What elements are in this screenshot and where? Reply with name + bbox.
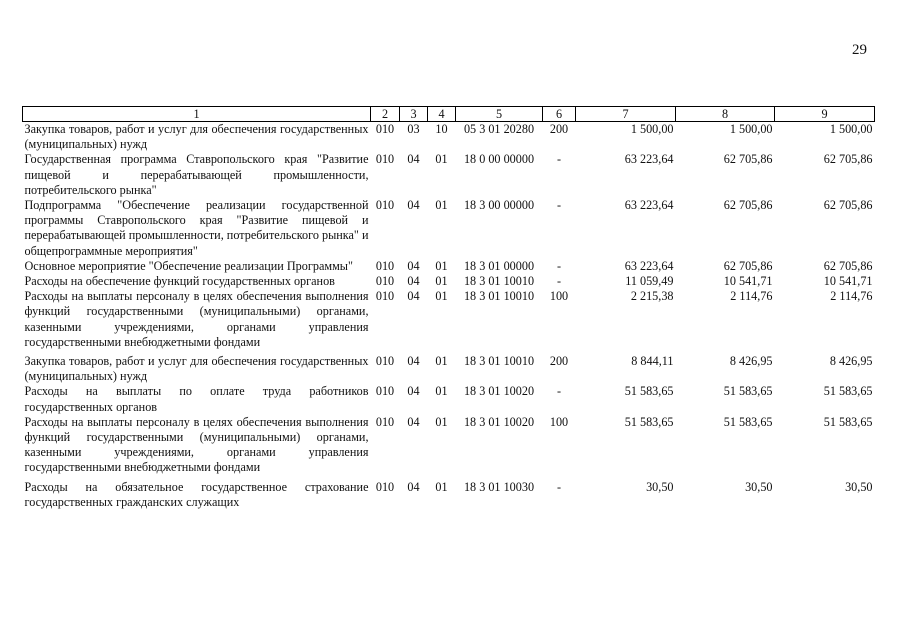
table-row [23, 152, 875, 198]
ministry-code: 010 [375, 198, 395, 213]
section-code: 04 [407, 354, 420, 369]
amount-col-8: 62 705,86 [723, 152, 773, 167]
page-number: 29 [852, 42, 867, 58]
table-row [23, 384, 875, 414]
target-article-code: 18 3 01 10030 [463, 479, 535, 494]
header-cell: 3 [400, 107, 428, 122]
target-article-code: 18 0 00 00000 [463, 152, 535, 167]
table-row [23, 480, 875, 510]
section-code: 04 [407, 414, 420, 429]
table-row [23, 274, 875, 289]
header-cell: 5 [456, 107, 543, 122]
amount-col-9: 30,50 [845, 479, 873, 494]
amount-col-9: 1 500,00 [829, 122, 873, 136]
target-article-code: 05 3 01 20280 [463, 122, 535, 136]
expense-name: Расходы на выплаты по оплате труда работников государственных органов [24, 384, 369, 414]
subsection-code: 01 [435, 258, 448, 273]
expense-name: Расходы на выплаты персоналу в целях обеспечения выполнения функций государственными (муниципальными) органами, казенными учреждениями, органами управления государственными внебюджетными фондами [24, 289, 369, 349]
amount-col-8: 62 705,86 [723, 198, 773, 213]
expense-type-code: 100 [549, 289, 569, 304]
subsection-code: 01 [435, 274, 448, 289]
amount-col-8: 2 114,76 [730, 289, 773, 304]
section-code: 04 [407, 274, 420, 289]
ministry-code: 010 [375, 384, 395, 399]
header-cell: 4 [428, 107, 456, 122]
amount-col-8: 30,50 [745, 479, 773, 494]
amount-col-8: 10 541,71 [723, 274, 773, 289]
table-row [23, 354, 875, 384]
amount-col-9: 8 426,95 [829, 354, 873, 369]
expense-type-code: 200 [549, 122, 569, 136]
table-row [23, 289, 875, 354]
section-code: 04 [407, 198, 420, 213]
section-code: 04 [407, 152, 420, 167]
header-cell: 9 [775, 107, 875, 122]
target-article-code: 18 3 01 10010 [463, 274, 535, 289]
ministry-code: 010 [375, 274, 395, 289]
amount-col-7: 2 215,38 [630, 289, 674, 304]
table-row [23, 415, 875, 480]
header-cell: 8 [676, 107, 775, 122]
table-row [23, 198, 875, 259]
ministry-code: 010 [375, 414, 395, 429]
expense-type-code: - [556, 384, 562, 399]
ministry-code: 010 [375, 354, 395, 369]
table-row [23, 259, 875, 274]
amount-col-7: 11 059,49 [625, 274, 674, 289]
ministry-code: 010 [375, 479, 395, 494]
amount-col-7: 51 583,65 [624, 384, 674, 399]
amount-col-9: 62 705,86 [823, 198, 873, 213]
amount-col-8: 51 583,65 [723, 414, 773, 429]
header-cell: 2 [371, 107, 400, 122]
header-row [23, 107, 875, 122]
section-code: 03 [407, 122, 420, 136]
amount-col-9: 2 114,76 [830, 289, 873, 304]
section-code: 04 [407, 479, 420, 494]
amount-col-7: 63 223,64 [624, 152, 674, 167]
expense-name: Подпрограмма "Обеспечение реализации государственной программы Ставропольского края "Развитие пищевой и перерабатывающей промышленности, потребительского рынка" и общепрограммные мероприятия" [24, 198, 369, 258]
amount-col-7: 51 583,65 [624, 414, 674, 429]
subsection-code: 10 [435, 122, 448, 136]
section-code: 04 [407, 384, 420, 399]
amount-col-7: 8 844,11 [631, 354, 674, 369]
expense-type-code: - [556, 479, 562, 494]
expense-type-code: - [556, 274, 562, 289]
section-code: 04 [407, 258, 420, 273]
section-code: 04 [407, 289, 420, 304]
subsection-code: 01 [435, 384, 448, 399]
expense-name: Расходы на обязательное государственное страхование государственных гражданских служащих [24, 479, 369, 509]
amount-col-9: 62 705,86 [823, 258, 873, 273]
expense-type-code: - [556, 258, 562, 273]
amount-col-9: 10 541,71 [823, 274, 873, 289]
subsection-code: 01 [435, 414, 448, 429]
expense-type-code: - [556, 152, 562, 167]
expense-type-code: - [556, 198, 562, 213]
amount-col-7: 1 500,00 [630, 122, 674, 136]
amount-col-8: 8 426,95 [729, 354, 773, 369]
header-cell: 6 [543, 107, 576, 122]
subsection-code: 01 [435, 198, 448, 213]
amount-col-9: 62 705,86 [823, 152, 873, 167]
target-article-code: 18 3 01 00000 [463, 258, 535, 273]
amount-col-9: 51 583,65 [823, 414, 873, 429]
ministry-code: 010 [375, 289, 395, 304]
amount-col-8: 62 705,86 [723, 258, 773, 273]
subsection-code: 01 [435, 354, 448, 369]
amount-col-7: 63 223,64 [624, 198, 674, 213]
header-cell: 7 [576, 107, 676, 122]
amount-col-7: 63 223,64 [624, 258, 674, 273]
target-article-code: 18 3 01 10020 [463, 414, 535, 429]
target-article-code: 18 3 00 00000 [463, 198, 535, 213]
expense-name: Государственная программа Ставропольского края "Развитие пищевой и перерабатывающей промышленности, потребительского рынка" [24, 152, 369, 197]
expense-name: Закупка товаров, работ и услуг для обеспечения государственных (муниципальных) нужд [24, 354, 369, 384]
amount-col-8: 51 583,65 [723, 384, 773, 399]
subsection-code: 01 [435, 479, 448, 494]
ministry-code: 010 [375, 152, 395, 167]
expense-name: Расходы на выплаты персоналу в целях обеспечения выполнения функций государственными (муниципальными) органами, казенными учреждениями, органами управления государственными внебюджетными фондами [24, 414, 369, 475]
amount-col-9: 51 583,65 [823, 384, 873, 399]
expense-type-code: 100 [549, 414, 569, 429]
budget-table [22, 106, 875, 510]
target-article-code: 18 3 01 10010 [463, 289, 535, 304]
target-article-code: 18 3 01 10010 [463, 354, 535, 369]
header-cell: 1 [23, 107, 371, 122]
amount-col-7: 30,50 [646, 479, 674, 494]
subsection-code: 01 [435, 289, 448, 304]
ministry-code: 010 [375, 258, 395, 273]
ministry-code: 010 [375, 122, 395, 136]
expense-name: Закупка товаров, работ и услуг для обеспечения государственных (муниципальных) нужд [24, 122, 369, 152]
target-article-code: 18 3 01 10020 [463, 384, 535, 399]
expense-name: Основное мероприятие "Обеспечение реализации Программы" [24, 258, 353, 273]
subsection-code: 01 [435, 152, 448, 167]
amount-col-8: 1 500,00 [729, 122, 773, 136]
table-row [23, 122, 875, 153]
expense-name: Расходы на обеспечение функций государственных органов [24, 274, 335, 289]
expense-type-code: 200 [549, 354, 569, 369]
